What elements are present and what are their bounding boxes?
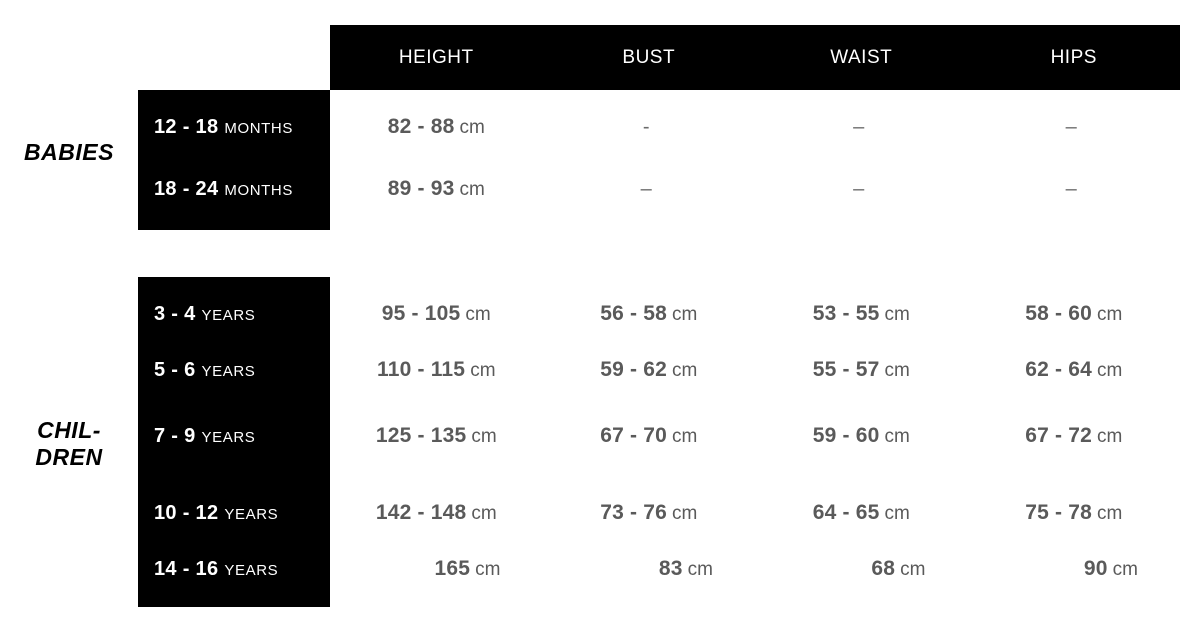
- cell-waist: –: [853, 178, 865, 200]
- cell-bust: 59 - 62 cm: [600, 358, 698, 381]
- row-cells: [330, 557, 1180, 581]
- row-age-unit: YEARS: [201, 428, 256, 446]
- row-age-range: 3 - 4: [154, 302, 196, 325]
- row-age-unit: YEARS: [201, 306, 256, 324]
- row-label: [138, 303, 330, 326]
- column-header-bust: BUST: [622, 46, 676, 68]
- table-header-row: [330, 25, 1180, 90]
- row-age-unit: MONTHS: [224, 181, 293, 199]
- cell-hips: 75 - 78 cm: [1025, 501, 1123, 524]
- cell-height: 89 - 93 cm: [387, 177, 485, 200]
- table-row: [138, 543, 1180, 595]
- group-label-children: [0, 417, 138, 471]
- cell-height: 82 - 88 cm: [387, 115, 485, 138]
- cell-waist: 53 - 55 cm: [812, 302, 910, 325]
- table-row: [138, 410, 1180, 462]
- table-row: [138, 487, 1180, 539]
- cell-hips: 58 - 60 cm: [1025, 302, 1123, 325]
- row-label: [138, 178, 330, 201]
- cell-waist: 64 - 65 cm: [812, 501, 910, 524]
- cell-bust: -: [642, 116, 650, 138]
- group-label-children-line1: CHIL-: [37, 417, 101, 443]
- group-label-children-line2: DREN: [35, 444, 103, 471]
- cell-waist: –: [853, 116, 865, 138]
- row-cells: [330, 115, 1180, 139]
- cell-bust: 56 - 58 cm: [600, 302, 698, 325]
- group-label-babies: BABIES: [24, 139, 114, 165]
- row-label: [138, 359, 330, 382]
- row-cells: [330, 302, 1180, 326]
- cell-hips: 62 - 64 cm: [1025, 358, 1123, 381]
- row-cells: [330, 358, 1180, 382]
- cell-bust: 83 cm: [658, 557, 713, 580]
- row-label: [138, 502, 330, 525]
- row-age-range: 18 - 24: [154, 177, 219, 200]
- row-cells: [330, 177, 1180, 201]
- row-age-unit: MONTHS: [224, 119, 293, 137]
- column-header-hips: HIPS: [1050, 46, 1097, 68]
- cell-height: 142 - 148 cm: [375, 501, 497, 524]
- table-row: [138, 344, 1180, 396]
- cell-hips: –: [1065, 116, 1077, 138]
- table-row: [138, 163, 1180, 215]
- table-row: [138, 101, 1180, 153]
- row-label: [138, 558, 330, 581]
- cell-bust: 67 - 70 cm: [600, 424, 698, 447]
- cell-hips: 67 - 72 cm: [1025, 424, 1123, 447]
- row-age-range: 7 - 9: [154, 424, 196, 447]
- cell-height: 165 cm: [434, 557, 501, 580]
- cell-hips: –: [1065, 178, 1077, 200]
- row-cells: [330, 424, 1180, 448]
- row-label: [138, 425, 330, 448]
- row-age-range: 14 - 16: [154, 557, 219, 580]
- cell-waist: 59 - 60 cm: [812, 424, 910, 447]
- row-label: [138, 116, 330, 139]
- row-age-range: 10 - 12: [154, 501, 219, 524]
- cell-height: 95 - 105 cm: [381, 302, 491, 325]
- row-age-range: 12 - 18: [154, 115, 219, 138]
- row-age-range: 5 - 6: [154, 358, 196, 381]
- cell-waist: 55 - 57 cm: [812, 358, 910, 381]
- row-age-unit: YEARS: [224, 561, 279, 579]
- cell-hips: 90 cm: [1083, 557, 1138, 580]
- column-header-waist: WAIST: [830, 46, 893, 68]
- cell-height: 110 - 115 cm: [376, 358, 496, 381]
- row-age-unit: YEARS: [224, 505, 279, 523]
- cell-bust: –: [640, 178, 652, 200]
- table-row: [138, 288, 1180, 340]
- cell-waist: 68 cm: [871, 557, 926, 580]
- cell-height: 125 - 135 cm: [375, 424, 497, 447]
- cell-bust: 73 - 76 cm: [600, 501, 698, 524]
- row-age-unit: YEARS: [201, 362, 256, 380]
- row-cells: [330, 501, 1180, 525]
- column-header-height: HEIGHT: [398, 46, 474, 68]
